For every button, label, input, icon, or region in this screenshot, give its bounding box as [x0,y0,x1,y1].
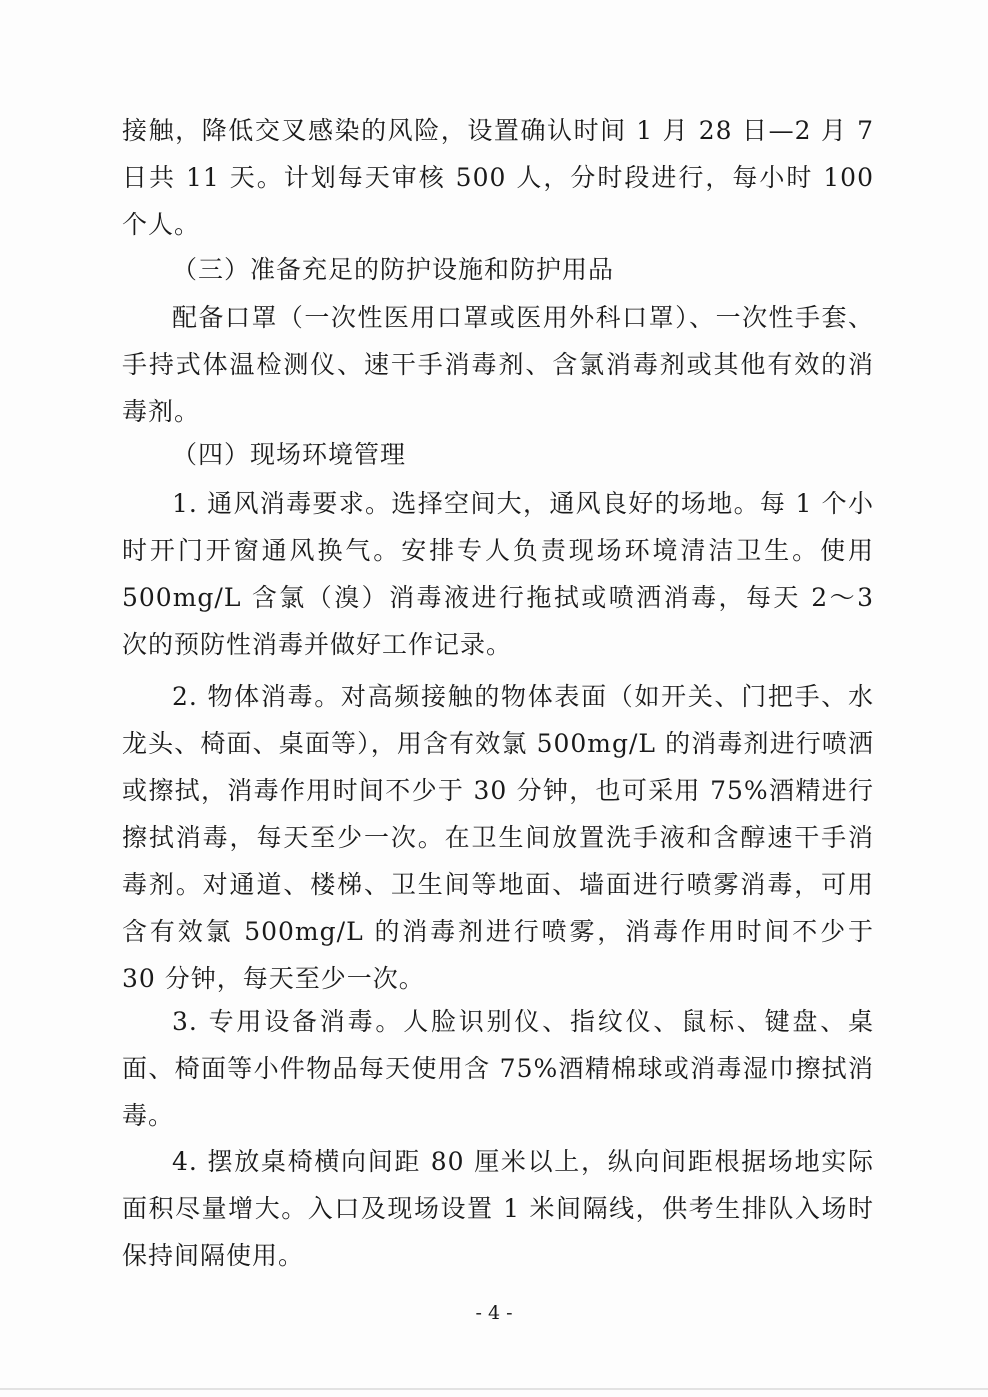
paragraph-continued [122,107,874,248]
paragraph-item-2 [122,673,874,1002]
paragraph-item-1 [122,480,874,668]
paragraph-item-3 [122,998,874,1139]
section-heading-4 [122,431,874,478]
paragraph-text: 配备口罩（一次性医用口罩或医用外科口罩）、一次性手套、手持式体温检测仪、速干手消毒剂、含氯消毒剂或其他有效的消毒剂。 [122,303,874,426]
page-number: - 4 - [475,1302,513,1324]
heading-text: （三）准备充足的防护设施和防护用品 [172,255,615,284]
paragraph-text: 3. 专用设备消毒。人脸识别仪、指纹仪、鼠标、键盘、桌面、椅面等小件物品每天使用含 75%酒精棉球或消毒湿巾擦拭消毒。 [122,1007,874,1130]
paragraph-text: 2. 物体消毒。对高频接触的物体表面（如开关、门把手、水龙头、椅面、桌面等），用含有效氯 500mg/L 的消毒剂进行喷洒或擦拭，消毒作用时间不少于 30 分钟，也可采用 75%酒精进行擦拭消毒，每天至少一次。在卫生间放置洗手液和含醇速干手消毒剂。对通道、楼梯、卫生间等地面、墙面进行喷雾消毒，可用含有效氯 500mg/L 的消毒剂进行喷雾，消毒作用时间不少于 30 分钟，每天至少一次。 [122,682,874,993]
paragraph-supplies [122,294,874,435]
page-bottom-edge [0,1388,988,1390]
paragraph-text: 4. 摆放桌椅横向间距 80 厘米以上，纵向间距根据场地实际面积尽量增大。入口及现场设置 1 米间隔线，供考生排队入场时保持间隔使用。 [122,1147,874,1270]
heading-text: （四）现场环境管理 [172,440,407,469]
paragraph-text: 1. 通风消毒要求。选择空间大，通风良好的场地。每 1 个小时开门开窗通风换气。安排专人负责现场环境清洁卫生。使用 500mg/L 含氯（溴）消毒液进行拖拭或喷洒消毒，每天 2～3 次的预防性消毒并做好工作记录。 [122,489,874,659]
paragraph-text: 接触，降低交叉感染的风险，设置确认时间 1 月 28 日—2 月 7 日共 11 天。计划每天审核 500 人，分时段进行，每小时 100 个人。 [122,116,874,239]
section-heading-3 [122,246,874,293]
paragraph-item-4 [122,1138,874,1279]
